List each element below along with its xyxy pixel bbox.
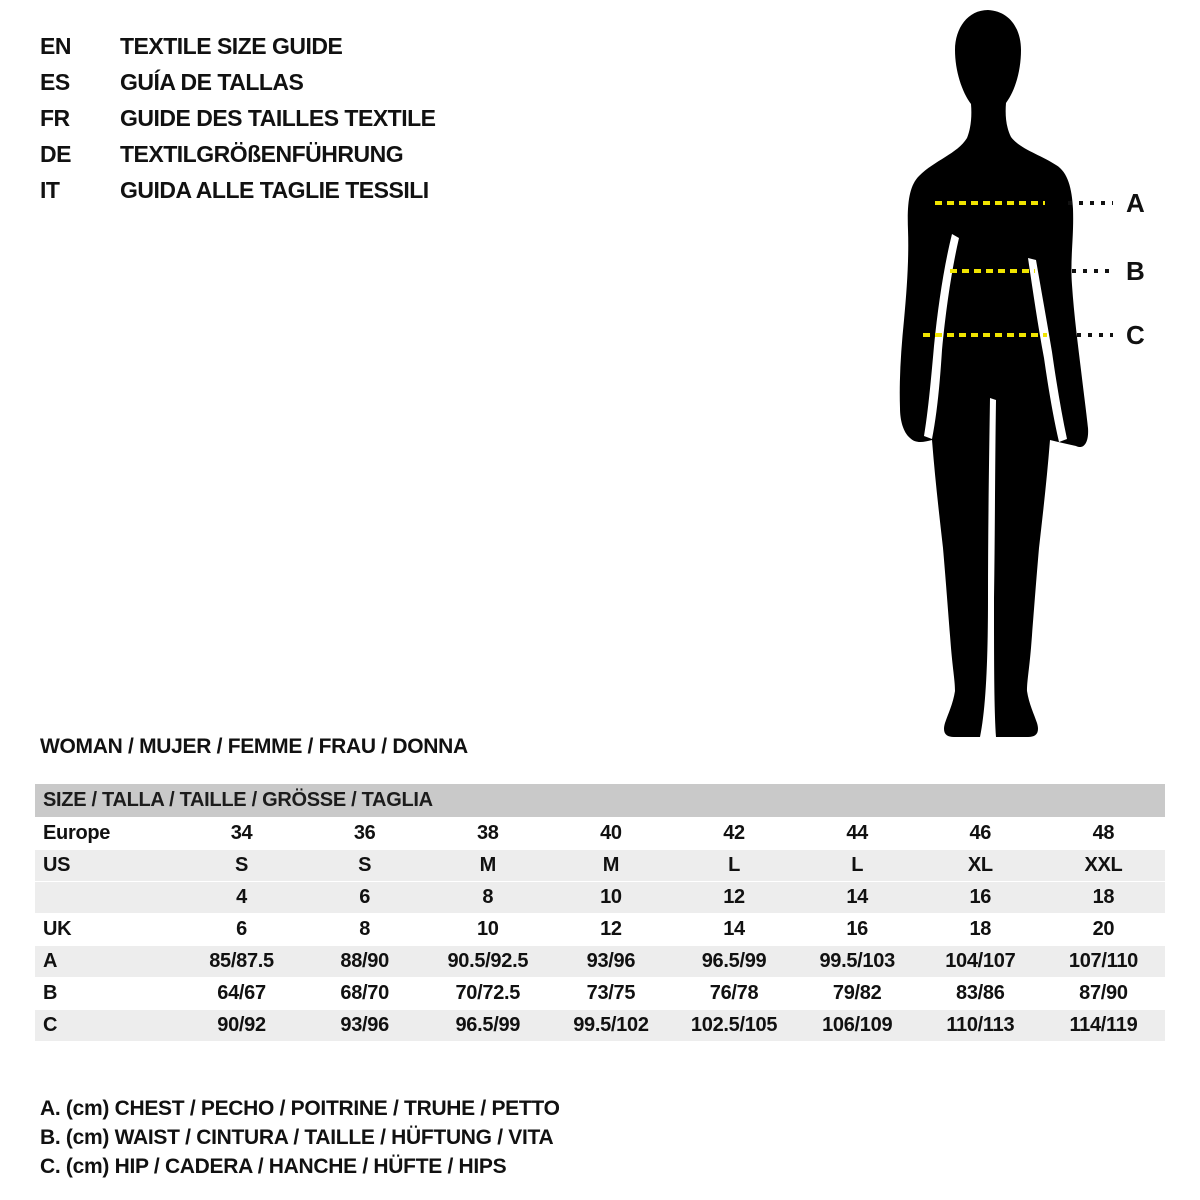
size-table (35, 784, 1165, 1041)
size-cell: 8 (482, 886, 494, 908)
table-row-us (35, 849, 1165, 881)
size-cell: 107/110 (1068, 950, 1138, 972)
legend-line-a: A. (cm) CHEST / PECHO / POITRINE / TRUHE / PETTO (40, 1097, 560, 1120)
size-cell: 99.5/103 (819, 950, 895, 972)
size-cell: 79/82 (832, 982, 882, 1004)
size-cell: 90/92 (217, 1014, 266, 1036)
size-table-header: SIZE / TALLA / TAILLE / GRÖSSE / TAGLIA (35, 784, 1165, 817)
size-cell: S (235, 854, 249, 876)
size-cell: 6 (359, 886, 371, 908)
table-row-b-waist (35, 977, 1165, 1009)
language-code: DE (40, 140, 71, 167)
size-cell: 64/67 (217, 982, 266, 1004)
size-cell: M (479, 854, 496, 876)
size-cell: 110/113 (946, 1014, 1015, 1036)
size-cell: 40 (600, 822, 622, 844)
size-cell: 104/107 (945, 950, 1016, 972)
row-label (35, 882, 180, 913)
size-cell: 76/78 (709, 982, 759, 1004)
language-title: GUIDA ALLE TAGLIE TESSILI (120, 176, 429, 203)
legend-line-c: C. (cm) HIP / CADERA / HANCHE / HÜFTE / HIPS (40, 1155, 507, 1178)
size-cell: 14 (723, 918, 745, 940)
size-cell: XL (967, 854, 993, 876)
language-title: GUIDE DES TAILLES TEXTILE (120, 104, 436, 131)
size-cell: 93/96 (340, 1014, 389, 1036)
language-title: TEXTILGRÖßENFÜHRUNG (120, 140, 404, 167)
size-cell: 106/109 (822, 1014, 893, 1036)
language-row (40, 172, 436, 208)
size-cell: 38 (476, 822, 499, 844)
size-cell: 6 (236, 918, 247, 940)
size-cell: 36 (353, 822, 376, 844)
size-cell: 14 (846, 886, 869, 908)
size-cell: 96.5/99 (455, 1014, 521, 1036)
size-cell: 114/119 (1069, 1014, 1138, 1036)
row-label: UK (43, 918, 72, 940)
gender-title: WOMAN / MUJER / FEMME / FRAU / DONNA (40, 735, 468, 758)
size-cell: M (602, 854, 620, 876)
row-label: Europe (43, 822, 111, 844)
size-cell: 87/90 (1079, 982, 1128, 1004)
size-cell: S (358, 854, 372, 876)
language-row (40, 28, 436, 64)
size-cell: 12 (600, 918, 622, 940)
size-cell: 8 (359, 918, 371, 940)
row-label: A (43, 950, 58, 972)
size-cell: 16 (969, 886, 992, 908)
size-cell: L (851, 854, 864, 876)
language-code: EN (40, 32, 71, 59)
size-cell: 34 (230, 822, 253, 844)
size-cell: 4 (236, 886, 247, 908)
language-row (40, 136, 436, 172)
size-cell: 18 (1092, 886, 1115, 908)
measurement-legend (40, 1094, 560, 1181)
size-cell: 46 (969, 822, 992, 844)
size-cell: 73/75 (586, 982, 636, 1004)
size-cell: 90.5/92.5 (447, 950, 529, 972)
size-cell: 70/72.5 (455, 982, 521, 1004)
size-cell: L (728, 854, 741, 876)
marker-label-c: C (1126, 320, 1145, 350)
size-cell: 48 (1092, 822, 1115, 844)
row-label: B (43, 982, 58, 1004)
row-label: US (43, 854, 71, 876)
marker-label-b: B (1126, 256, 1145, 286)
size-cell: 99.5/102 (573, 1014, 649, 1036)
woman-silhouette-figure (860, 8, 1160, 748)
size-cell: 85/87.5 (209, 950, 274, 972)
size-cell: 83/86 (956, 982, 1005, 1004)
language-code: ES (40, 68, 70, 95)
size-cell: 68/70 (340, 982, 389, 1004)
size-cell: 42 (723, 822, 745, 844)
size-cell: XXL (1084, 854, 1123, 876)
size-cell: 16 (846, 918, 869, 940)
row-label: C (43, 1014, 58, 1036)
table-row-a-chest (35, 945, 1165, 977)
size-cell: 10 (476, 918, 499, 940)
size-cell: 88/90 (340, 950, 389, 972)
size-cell: 18 (969, 918, 992, 940)
marker-label-a: A (1126, 188, 1145, 218)
language-row (40, 64, 436, 100)
size-cell: 96.5/99 (701, 950, 767, 972)
size-cell: 44 (846, 822, 869, 844)
table-row-c-hip (35, 1009, 1165, 1041)
size-cell: 12 (723, 886, 745, 908)
language-title: TEXTILE SIZE GUIDE (120, 32, 343, 59)
language-title: GUÍA DE TALLAS (120, 68, 304, 95)
language-title-list (40, 28, 436, 208)
size-cell: 102.5/105 (690, 1014, 778, 1036)
table-row-uk (35, 913, 1165, 945)
language-code: IT (40, 176, 60, 203)
size-cell: 93/96 (586, 950, 636, 972)
language-code: FR (40, 104, 70, 131)
language-row (40, 100, 436, 136)
legend-line-b: B. (cm) WAIST / CINTURA / TAILLE / HÜFTUNG / VITA (40, 1126, 554, 1149)
size-cell: 20 (1092, 918, 1115, 940)
table-row-us-numeric (35, 881, 1165, 913)
table-row-europe (35, 817, 1165, 849)
size-cell: 10 (600, 886, 622, 908)
